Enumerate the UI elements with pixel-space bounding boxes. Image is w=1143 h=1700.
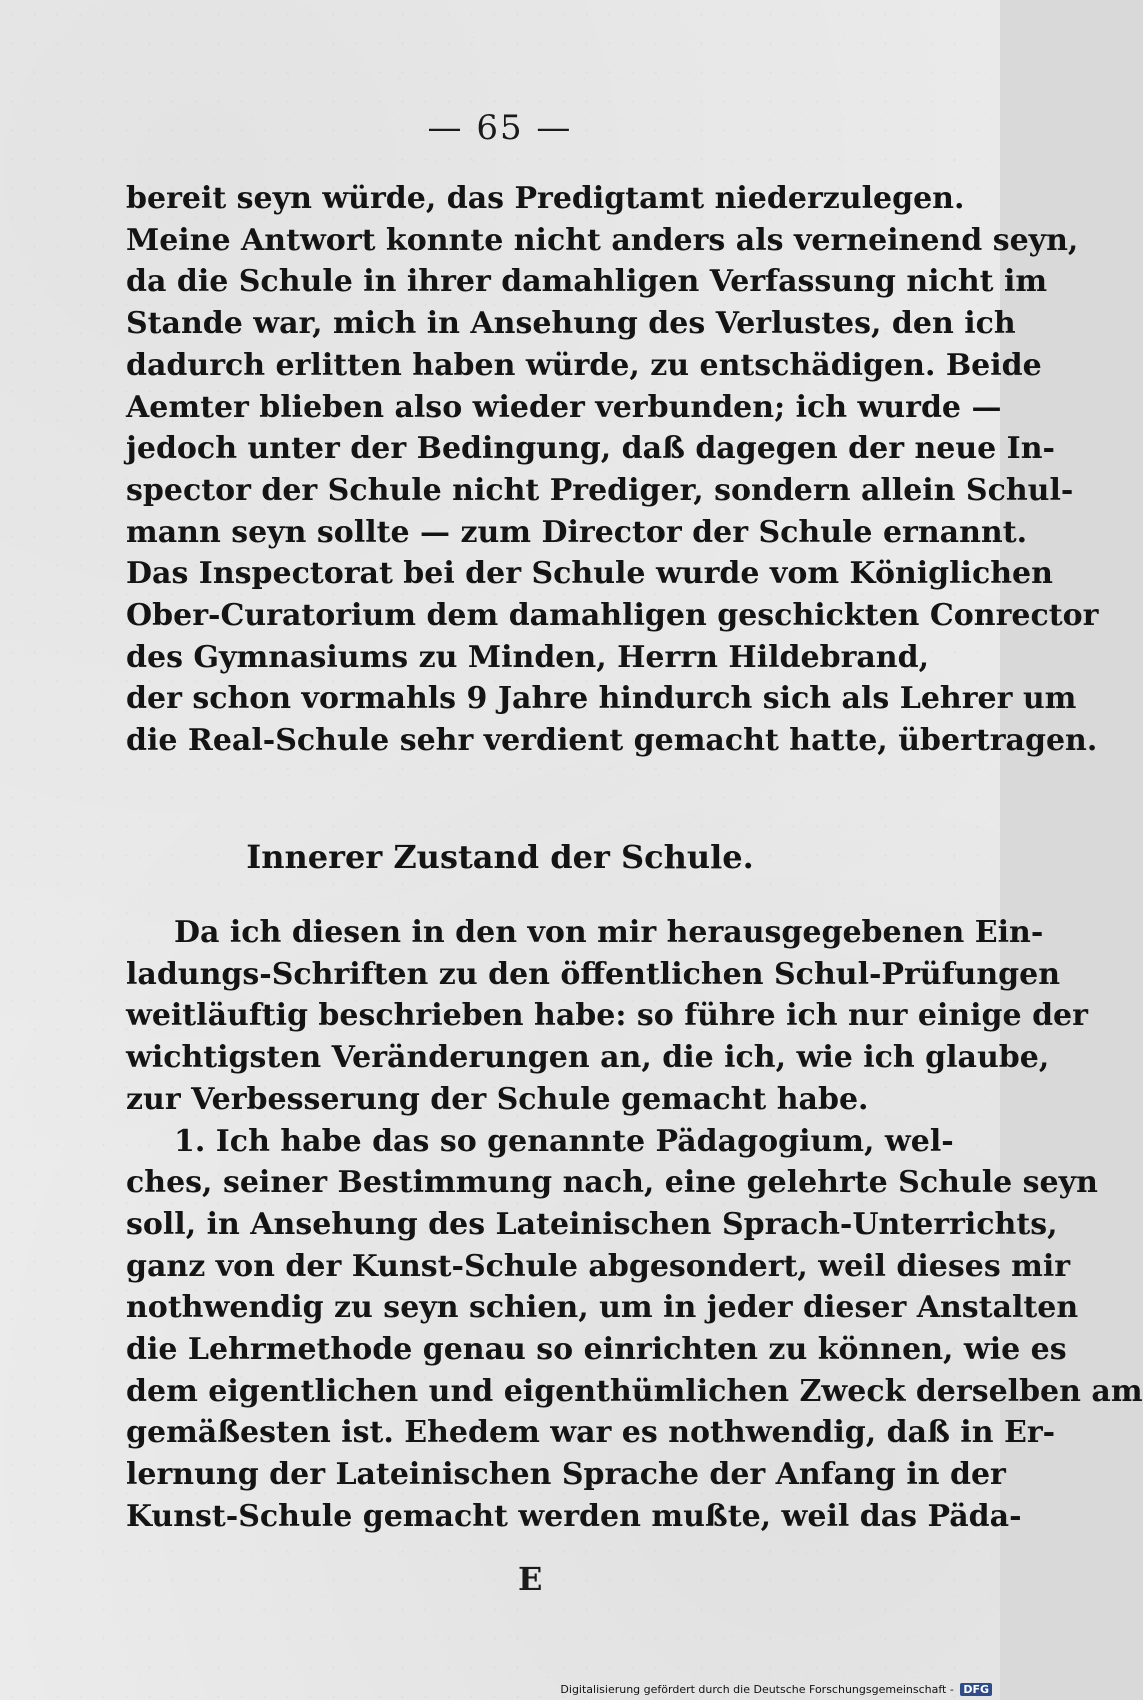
text-line: soll, in Ansehung des Lateinischen Sprach-Unterrichts, (126, 1206, 1058, 1242)
text-line: Das Inspectorat bei der Schule wurde vom Königlichen (126, 556, 1053, 592)
text-line: jedoch unter der Bedingung, daß dagegen der neue In- (126, 431, 1055, 467)
paragraph-1 (126, 178, 1099, 762)
text-line: des Gymnasiums zu Minden, Herrn Hildebrand, (126, 639, 930, 675)
section-body (126, 912, 1143, 1538)
section-heading: Innerer Zustand der Schule. (246, 838, 754, 876)
digitization-footer (560, 1683, 992, 1696)
text-line: spector der Schule nicht Prediger, sondern allein Schul- (126, 472, 1074, 508)
text-line: Ober-Curatorium dem damahligen geschickten Conrector (126, 598, 1099, 634)
text-line: Da ich diesen in den von mir herausgegebenen Ein- (174, 915, 1044, 950)
text-line: Stande war, mich in Ansehung des Verlustes, den ich (126, 306, 1016, 342)
signature-mark: E (518, 1560, 543, 1598)
text-line: ladungs-Schriften zu den öffentlichen Schul-Prüfungen (126, 956, 1060, 992)
footer-text: Digitalisierung gefördert durch die Deutsche Forschungsgemeinschaft - (560, 1683, 954, 1696)
text-line: dem eigentlichen und eigenthümlichen Zweck derselben am (126, 1373, 1143, 1409)
text-line: nothwendig zu seyn schien, um in jeder dieser Anstalten (126, 1290, 1079, 1326)
text-line: gemäßesten ist. Ehedem war es nothwendig, daß in Er- (126, 1415, 1056, 1451)
paragraph-continuation (126, 178, 1099, 762)
text-line: zur Verbesserung der Schule gemacht habe. (126, 1081, 869, 1117)
text-line: ches, seiner Bestimmung nach, eine gelehrte Schule seyn (126, 1165, 1098, 1201)
text-line: mann seyn sollte — zum Director der Schule ernannt. (126, 514, 1028, 550)
dfg-logo: DFG (960, 1683, 992, 1696)
text-line: dadurch erlitten haben würde, zu entschädigen. Beide (126, 347, 1042, 383)
text-line: Meine Antwort konnte nicht anders als verneinend seyn, (126, 222, 1079, 258)
text-line: Kunst-Schule gemacht werden mußte, weil das Päda- (126, 1498, 1022, 1534)
text-line: da die Schule in ihrer damahligen Verfassung nicht im (126, 264, 1048, 300)
text-line: lernung der Lateinischen Sprache der Anfang in der (126, 1457, 1006, 1493)
text-line: die Lehrmethode genau so einrichten zu können, wie es (126, 1332, 1067, 1368)
text-line: weitläuftig beschrieben habe: so führe ich nur einige der (126, 998, 1088, 1034)
text-line: 1. Ich habe das so genannte Pädagogium, wel- (174, 1123, 954, 1159)
text-line: wichtigsten Veränderungen an, die ich, wie ich glaube, (126, 1040, 1050, 1076)
page-number: — 65 — (427, 108, 573, 148)
text-line: bereit seyn würde, das Predigtamt niederzulegen. (126, 181, 965, 216)
text-line: Aemter blieben also wieder verbunden; ich wurde — (126, 389, 1002, 425)
text-line: die Real-Schule sehr verdient gemacht hatte, übertragen. (126, 723, 1098, 759)
paragraph-3 (126, 1121, 1143, 1538)
text-line: der schon vormahls 9 Jahre hindurch sich als Lehrer um (126, 681, 1077, 717)
text-line: ganz von der Kunst-Schule abgesondert, weil dieses mir (126, 1248, 1071, 1284)
paragraph-2 (126, 912, 1088, 1121)
